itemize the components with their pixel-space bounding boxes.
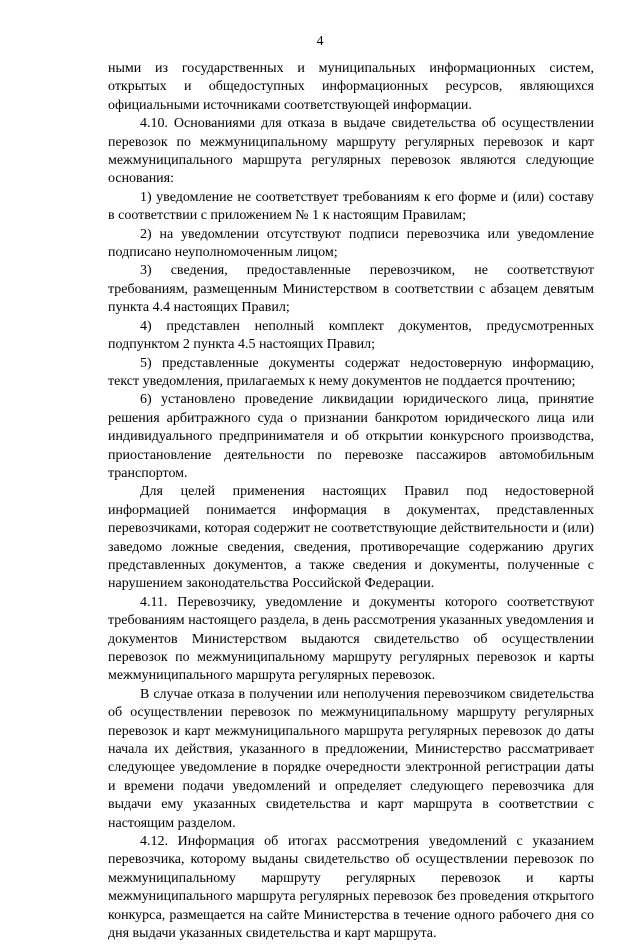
list-item-3: 3) сведения, предоставленные перевозчиком, не соответствуют требованиям, размещенным Министерством в соответствии с абзацем девятым пункта 4.4 настоящих Правил; [108,263,594,316]
paragraph-4-12: 4.12. Информация об итогах рассмотрения уведомлений с указанием перевозчика, которому выданы свидетельство об осуществлении перевозок по межмуниципальному маршруту регулярных перевозок и карты межмуниципального маршрута регулярных перевозок без проведения открытого конкурса, размещается на сайте Министерства в течение одного рабочего дня со дня выдачи указанных свидетельства и карт маршрута. [108,834,594,942]
paragraph-4-10: 4.10. Основаниями для отказа в выдаче свидетельства об осуществлении перевозок по межмуниципальному маршруту регулярных перевозок и карт межмуниципального маршрута регулярных перевозок являются следующие основания: [108,116,594,187]
page-number: 4 [316,34,324,49]
list-item-2: 2) на уведомлении отсутствуют подписи перевозчика или уведомление подписано неуполномоченным лицом; [108,226,594,261]
paragraph-4-11: 4.11. Перевозчику, уведомление и документы которого соответствуют требованиям настоящего раздела, в день рассмотрения указанных уведомления и документов Министерством выдаются свидетельство об осуществлении перевозок по межмуниципальному маршруту регулярных перевозок и карты межмуниципального маршрута регулярных перевозок. [108,594,594,684]
list-item-1: 1) уведомление не соответствует требованиям к его форме и (или) составу в соответствии с приложением № 1 к настоящим Правилам; [108,189,594,224]
paragraph-refusal: В случае отказа в получении или неполучения перевозчиком свидетельства об осуществлении перевозок по межмуниципальному маршруту регулярных перевозок и карт межмуниципального маршрута регулярных перевозок до даты начала их действия, указанного в предложении, Министерство рассматривает следующее уведомление в порядке очередности электронной регистрации даты и времени подачи уведомлений и определяет следующего перевозчика для выдачи ему указанных свидетельства и карт маршрута в соответствии с настоящим разделом. [108,686,594,831]
paragraph-continuation: ными из государственных и муниципальных информационных систем, открытых и общедоступных информационных ресурсов, являющихся официальными источниками соответствующей информации. [108,61,594,113]
list-item-6: 6) установлено проведение ликвидации юридического лица, принятие решения арбитражного суда о признании банкротом юридического лица или индивидуального предпринимателя и об открытии конкурсного производства, приостановление деятельности по перевозке пассажиров автомобильным транспортом. [108,392,594,481]
list-item-5: 5) представленные документы содержат недостоверную информацию, текст уведомления, прилагаемых к нему документов не поддается прочтению; [108,355,594,389]
document-body [108,60,594,944]
paragraph-definition: Для целей применения настоящих Правил под недостоверной информацией понимается информация в документах, представленных перевозчиками, которая содержит не соответствующие действительности и (или) заведомо ложные сведения, сведения, противоречащие содержанию других представленных документов, а также сведения и документы, полученные с нарушением законодательства Российской Федерации. [108,484,594,592]
list-item-4: 4) представлен неполный комплект документов, предусмотренных подпунктом 2 пункта 4.5 настоящих Правил; [108,318,594,353]
